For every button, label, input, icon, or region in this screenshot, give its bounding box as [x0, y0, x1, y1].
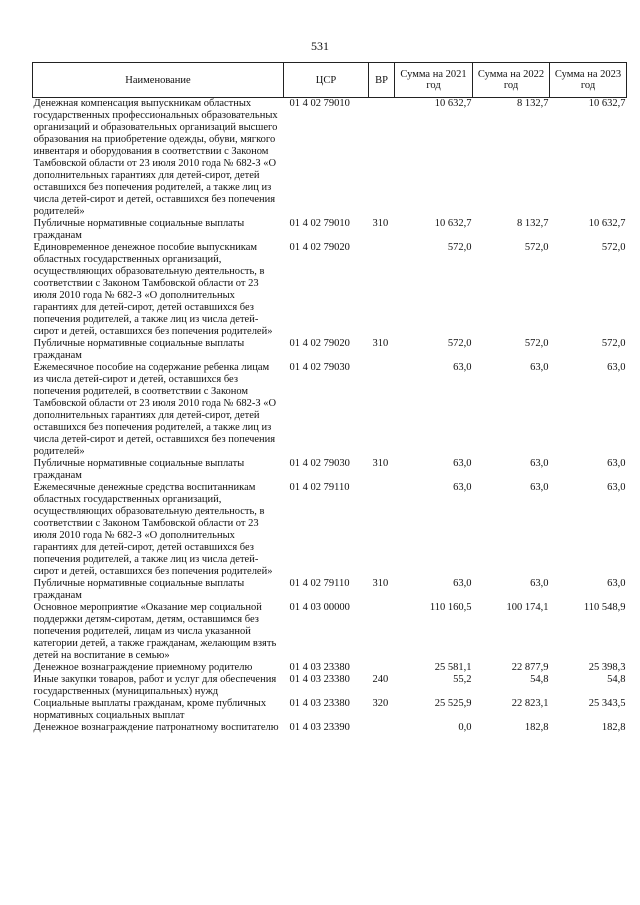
row-vr: 310	[372, 578, 389, 589]
row-sum-2022: 8 132,7	[517, 98, 549, 109]
table-row	[33, 662, 627, 674]
row-sum-2021: 25 525,9	[434, 698, 472, 709]
row-code: 01 4 03 23390	[289, 722, 350, 733]
row-code: 01 4 03 00000	[289, 602, 350, 613]
row-vr: 240	[372, 674, 389, 685]
row-code: 01 4 02 79010	[289, 218, 350, 229]
row-sum-2021: 63,0	[453, 578, 472, 589]
header-2021: Сумма на 2021 год	[395, 63, 473, 98]
row-vr	[369, 362, 395, 458]
row-name: Единовременное денежное пособие выпускникам областных государственных организаций, осуществляющих образовательную деятельность, в соответствии с Законом Тамбовской области от 23 июля 2010 года № 682-З «О дополнительных гарантиях для детей-сирот, детей оставшихся без попечения родителей, а также лиц из числа детей-сирот и детей, оставшихся без попечения родителей»	[33, 242, 273, 337]
row-code: 01 4 03 23380	[289, 698, 350, 709]
row-vr: 320	[372, 698, 389, 709]
row-sum-2021: 55,2	[453, 674, 472, 685]
page-number: 531	[311, 39, 329, 53]
row-vr	[369, 482, 395, 578]
row-sum-2023: 54,8	[607, 674, 626, 685]
row-sum-2022: 572,0	[524, 242, 549, 253]
row-sum-2022: 63,0	[530, 362, 549, 373]
row-sum-2022: 22 877,9	[511, 662, 549, 673]
row-sum-2021: 10 632,7	[434, 98, 472, 109]
row-sum-2023: 10 632,7	[588, 98, 626, 109]
row-sum-2021: 572,0	[447, 338, 472, 349]
row-sum-2022: 63,0	[530, 578, 549, 589]
row-name: Ежемесячные денежные средства воспитанникам областных государственных организаций, осуществляющих образовательную деятельность, в соответствии с Законом Тамбовской области от 23 июля 2010 года № 682-З «О дополнительных гарантиях для детей-сирот, детей оставшихся без попечения родителей, а также лиц из числа детей-сирот и детей, оставшихся без попечения родителей»	[33, 482, 273, 577]
row-vr	[369, 722, 395, 734]
row-vr: 310	[372, 458, 389, 469]
row-code: 01 4 02 79030	[289, 458, 350, 469]
table-row	[33, 602, 627, 662]
row-code: 01 4 02 79030	[289, 362, 350, 373]
row-sum-2021: 0,0	[458, 722, 472, 733]
row-sum-2023: 10 632,7	[588, 218, 626, 229]
row-sum-2022: 8 132,7	[517, 218, 549, 229]
table-row	[33, 338, 627, 362]
row-sum-2022: 100 174,1	[506, 602, 549, 613]
row-sum-2023: 182,8	[601, 722, 626, 733]
row-sum-2023: 572,0	[601, 242, 626, 253]
table-row	[33, 482, 627, 578]
row-sum-2023: 63,0	[607, 362, 626, 373]
row-vr	[369, 602, 395, 662]
row-sum-2021: 63,0	[453, 362, 472, 373]
row-sum-2023: 63,0	[607, 482, 626, 493]
row-sum-2022: 572,0	[524, 338, 549, 349]
row-name: Публичные нормативные социальные выплаты гражданам	[33, 218, 245, 241]
row-sum-2022: 182,8	[524, 722, 549, 733]
row-code: 01 4 02 79020	[289, 338, 350, 349]
row-sum-2022: 22 823,1	[511, 698, 549, 709]
row-name: Денежное вознаграждение приемному родителю	[33, 662, 253, 673]
row-sum-2022: 54,8	[530, 674, 549, 685]
table-row	[33, 698, 627, 722]
header-name: Наименование	[33, 63, 284, 98]
row-sum-2023: 25 398,3	[588, 662, 626, 673]
row-sum-2023: 63,0	[607, 578, 626, 589]
table-header-row	[33, 63, 627, 98]
row-code: 01 4 03 23380	[289, 674, 350, 685]
header-2022: Сумма на 2022 год	[473, 63, 550, 98]
row-name: Денежное вознаграждение патронатному воспитателю	[33, 722, 279, 733]
row-sum-2021: 25 581,1	[434, 662, 472, 673]
row-sum-2021: 63,0	[453, 458, 472, 469]
row-vr: 310	[372, 338, 389, 349]
header-2023: Сумма на 2023 год	[550, 63, 627, 98]
row-sum-2022: 63,0	[530, 458, 549, 469]
row-name: Иные закупки товаров, работ и услуг для обеспечения государственных (муниципальных) нужд	[33, 674, 277, 697]
row-name: Денежная компенсация выпускникам областных государственных профессиональных образовательных организаций и образовательных организаций высшего образования на приобретение одежды, обуви, мягкого инвентаря и оборудования в соответствии с Законом Тамбовской области от 23 июля 2010 года № 682-З «О дополнительных гарантиях для детей-сирот, детей оставшихся без попечения родителей, а также лиц из числа детей-сирот и детей, оставшихся без попечения родителей»	[33, 98, 278, 217]
budget-table	[32, 62, 627, 734]
row-sum-2022: 63,0	[530, 482, 549, 493]
table-row	[33, 458, 627, 482]
header-code: ЦСР	[284, 63, 369, 98]
row-sum-2021: 63,0	[453, 482, 472, 493]
row-sum-2023: 572,0	[601, 338, 626, 349]
row-code: 01 4 02 79010	[289, 98, 350, 109]
row-sum-2021: 110 160,5	[429, 602, 472, 613]
header-vr: ВР	[369, 63, 395, 98]
row-code: 01 4 02 79110	[289, 482, 350, 493]
row-sum-2023: 25 343,5	[588, 698, 626, 709]
table-row	[33, 218, 627, 242]
row-name: Публичные нормативные социальные выплаты гражданам	[33, 338, 245, 361]
row-sum-2021: 10 632,7	[434, 218, 472, 229]
table-row	[33, 578, 627, 602]
row-sum-2023: 110 548,9	[583, 602, 626, 613]
row-name: Социальные выплаты гражданам, кроме публичных нормативных социальных выплат	[33, 698, 267, 721]
row-vr	[369, 662, 395, 674]
row-name: Публичные нормативные социальные выплаты гражданам	[33, 578, 245, 601]
row-vr	[369, 98, 395, 219]
row-code: 01 4 03 23380	[289, 662, 350, 673]
row-name: Публичные нормативные социальные выплаты гражданам	[33, 458, 245, 481]
row-code: 01 4 02 79020	[289, 242, 350, 253]
table-row	[33, 98, 627, 219]
row-name: Ежемесячное пособие на содержание ребенка лицам из числа детей-сирот и детей, оставшихся без попечения родителей, в соответствии с Законом Тамбовской области от 23 июля 2010 года № 682-З «О дополнительных гарантиях для детей-сирот, детей оставшихся без попечения родителей, а также лиц из числа детей-сирот и детей, оставшихся без попечения родителей»	[33, 362, 277, 457]
row-vr	[369, 242, 395, 338]
row-vr: 310	[372, 218, 389, 229]
table-row	[33, 674, 627, 698]
row-sum-2021: 572,0	[447, 242, 472, 253]
row-name: Основное мероприятие «Оказание мер социальной поддержки детям-сиротам, детям, оставшимся без попечения родителей, лицам из числа указанной категории детей, а также гражданам, желающим взять детей на воспитание в семью»	[33, 602, 277, 661]
table-row	[33, 362, 627, 458]
table-row	[33, 242, 627, 338]
row-sum-2023: 63,0	[607, 458, 626, 469]
row-code: 01 4 02 79110	[289, 578, 350, 589]
table-row	[33, 722, 627, 734]
